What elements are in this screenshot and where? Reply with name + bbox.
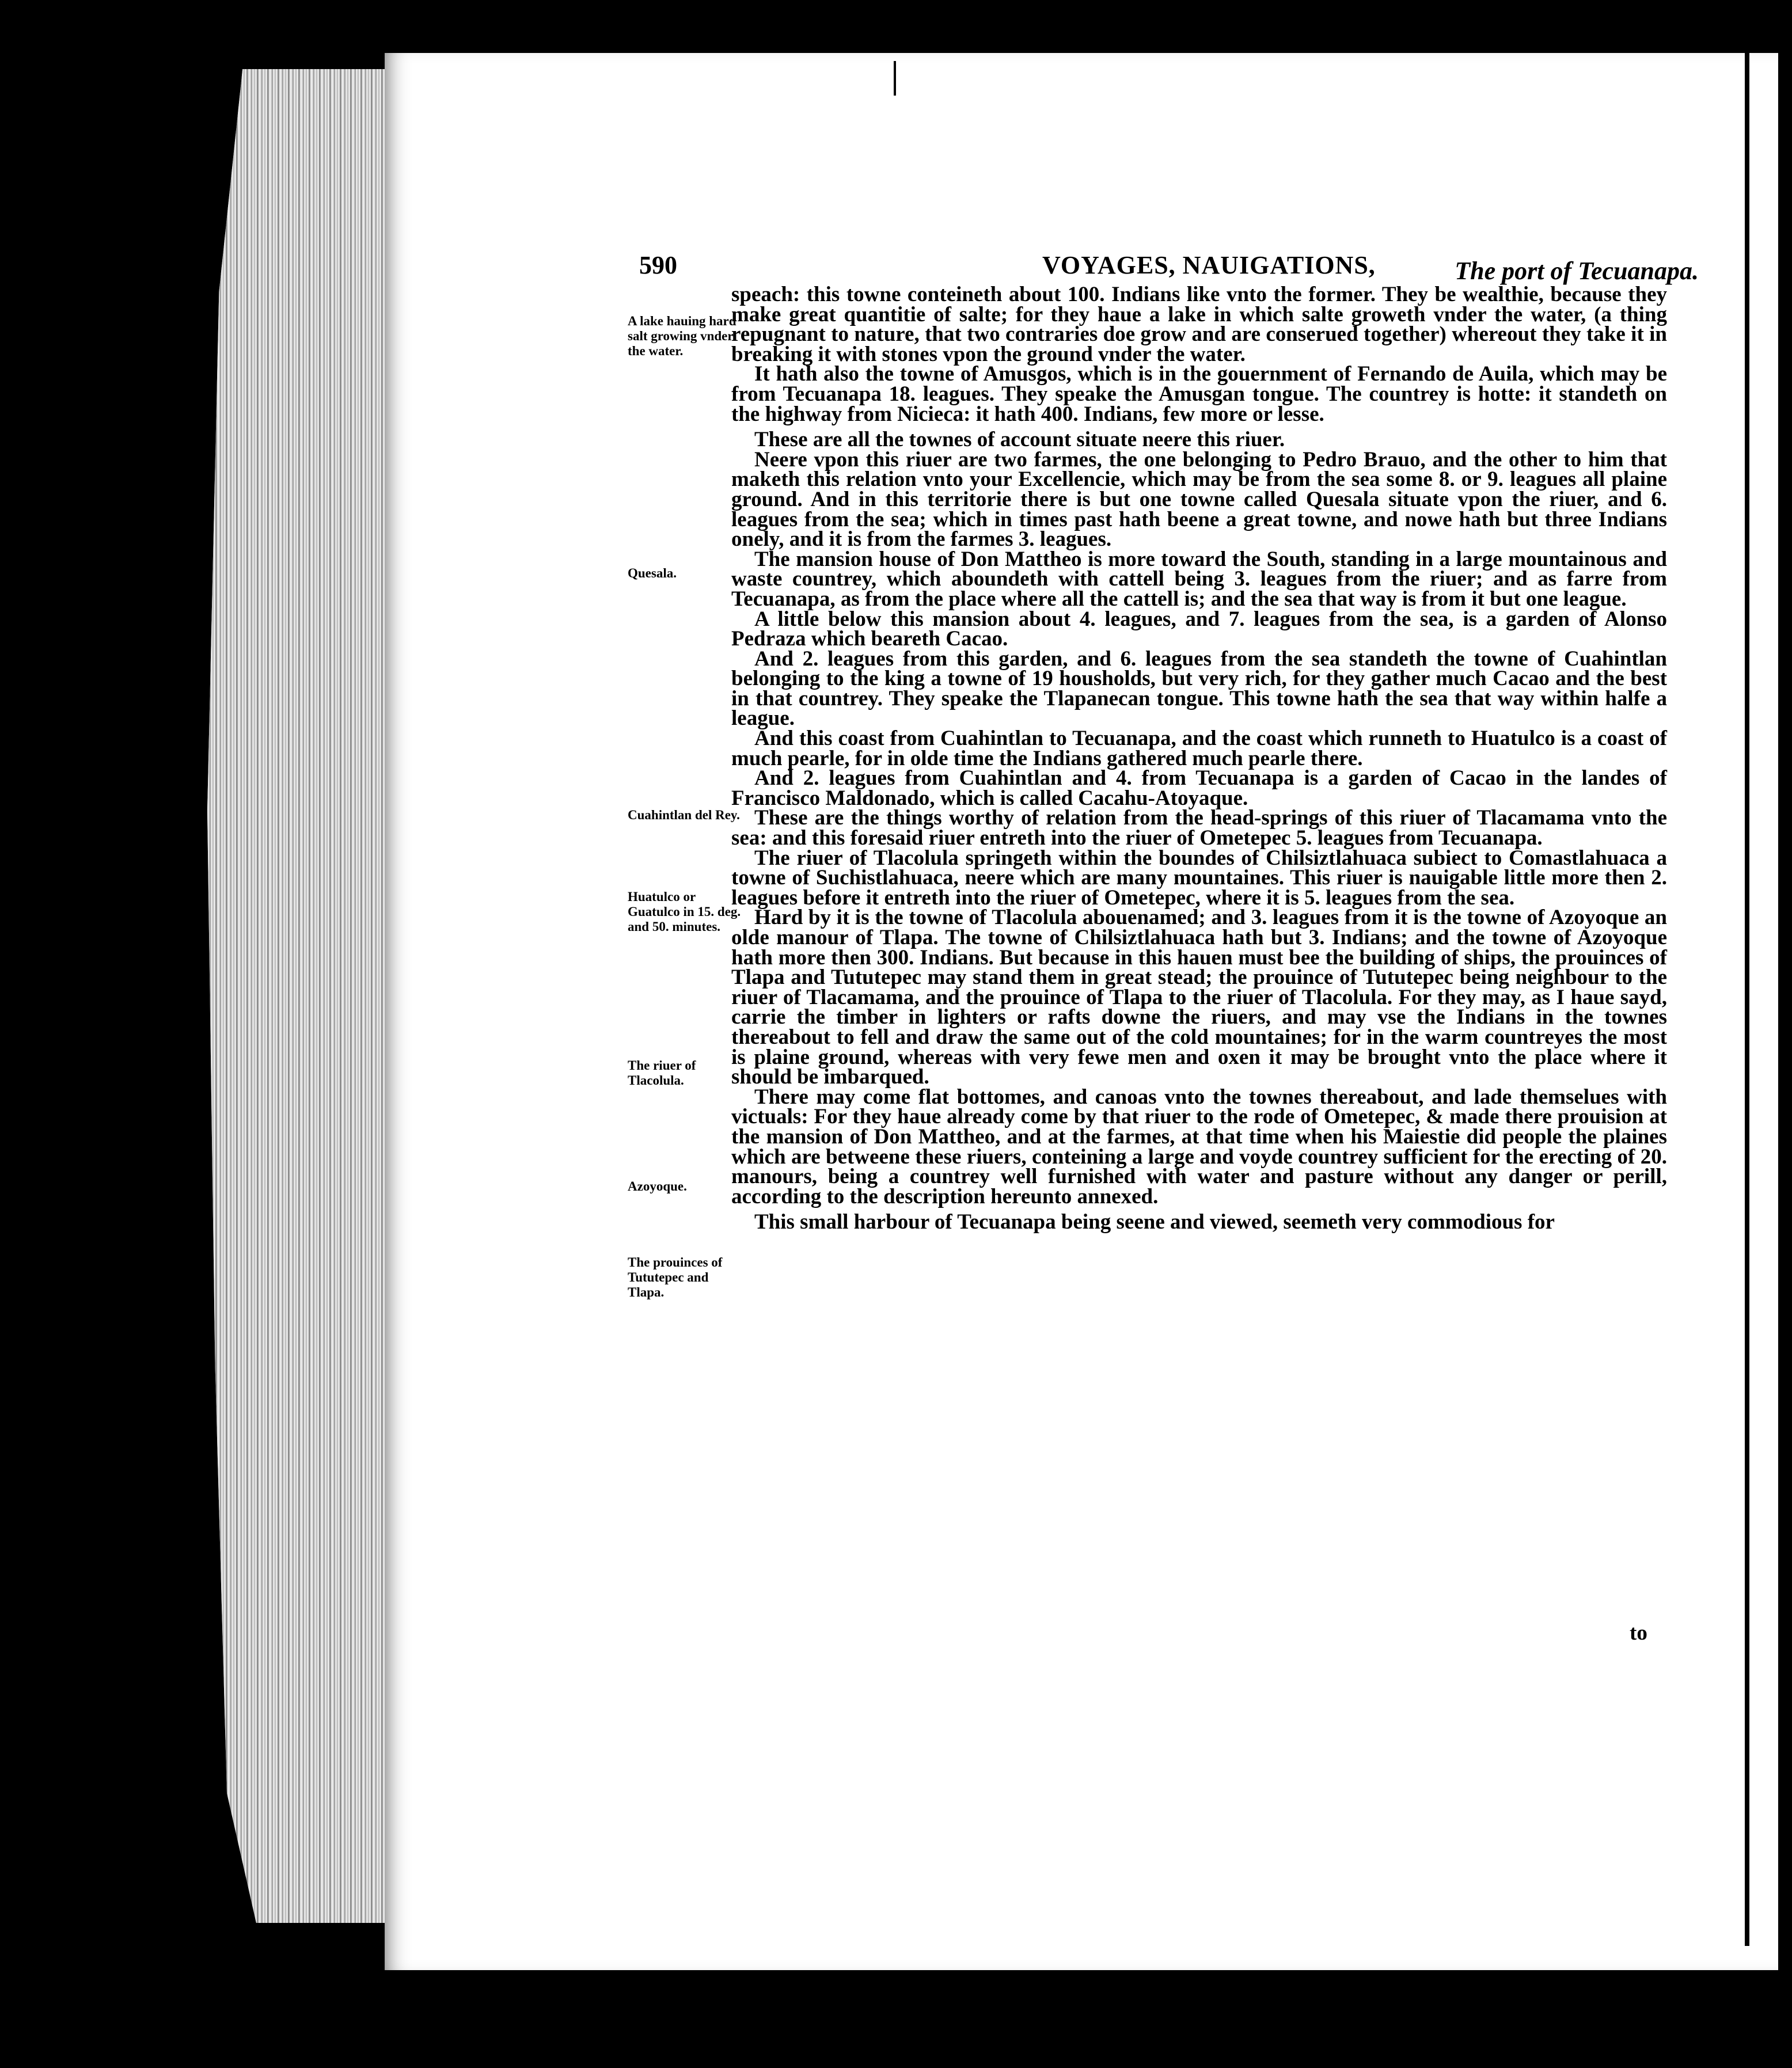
paragraph: It hath also the towne of Amusgos, which is in the gouernment of Fernando de Auila, which may be from Tecuanapa 18. leagues. They speake the Amusgan tongue. The countrey is hotte: it standeth on the highway from Nicieca: it hath 400. Indians, few more or lesse. [731, 362, 1667, 426]
page-number: 590 [639, 251, 677, 279]
paragraph: These are the things worthy of relation from the head-springs of this riuer of Tlacamama vnto the sea: and this foresaid riuer entreth into the riuer of Ometepec 5. leagues from Tecuanapa. [731, 806, 1667, 850]
page-mark [894, 61, 896, 96]
margin-note-tlacolula: The riuer of Tlacolula. [628, 1058, 696, 1088]
margin-note-lake: A lake hauing hard salt growing vnder the water. [628, 314, 736, 358]
margin-note-azoyoque: Azoyoque. [628, 1179, 687, 1193]
margin-note-prouinces: The prouinces of Tututepec and Tlapa. [628, 1255, 723, 1299]
body-text [731, 285, 1667, 1233]
running-head: VOYAGES, NAUIGATIONS, [1042, 251, 1376, 279]
margin-note-quesala: Quesala. [628, 566, 677, 580]
paragraph: Hard by it is the towne of Tlacolula abouenamed; and 3. leagues from it is the towne of Azoyoque an olde manour of Tlapa. The towne of Chilsiztlahuaca hath but 3. Indians; and the towne of Azoyoque hath more then 300. Indians. But because in this hauen must bee the building of ships, the prouinces of Tlapa and Tututepec may stand them in great stead; the prouince of Tututepec being neighbour to the riuer of Tlacamama, and the prouince of Tlapa to the riuer of Tlacolula. For they may, as I haue sayd, carrie the timber in lighters or rafts downe the riuers, and may vse the Indians in the townes thereabout to fell and draw the same out of the cold mountaines; for in the warm countreyes the most is plaine ground, whereas with very fewe men and oxen it may be brought vnto the place where it should be imbarqued. [731, 906, 1667, 1089]
paragraph: Neere vpon this riuer are two farmes, the one belonging to Pedro Brauo, and the other to him that maketh this relation vnto your Excellencie, which may be from the sea some 8. or 9. leagues all plaine ground. And in this territorie there is but one towne called Quesala situate vpon the riuer, and 6. leagues from the sea; which in times past hath beene a great towne, and nowe hath but three Indians onely, and it is from the farmes 3. leagues. [731, 447, 1667, 552]
paragraph: These are all the townes of account situate neere this riuer. [754, 428, 1285, 452]
paragraph: And 2. leagues from this garden, and 6. leagues from the sea standeth the towne of Cuahintlan belonging to the king a towne of 19 housholds, but very rich, for they gather much Cacao and the best in that countrey. They speake the Tlapanecan tongue. This towne hath the sea that way within halfe a league. [731, 647, 1667, 731]
paragraph: A little below this mansion about 4. leagues, and 7. leagues from the sea, is a garden of Alonso Pedraza which beareth Cacao. [731, 607, 1667, 651]
catchword: to [1630, 1621, 1647, 1645]
book-page-edges [207, 69, 403, 1923]
gutter-line [1745, 46, 1749, 1946]
section-title: The port of Tecuanapa. [1455, 257, 1699, 285]
paragraph: speach: this towne conteineth about 100. Indians like vnto the former. They be wealthie, because they make great quantitie of salte; for they haue a lake in which salte groweth vnder the water, (a thing repugnant to nature, that two contraries doe grow and are conserued together) whereout they take it in breaking it with stones vpon the ground vnder the water. [731, 283, 1667, 366]
paragraph: The mansion house of Don Mattheo is more toward the South, standing in a large mountainous and waste countrey, which aboundeth with cattell being 3. leagues from the riuer; and as farre from Tecuanapa, as from the place where all the cattell is; and the sea that way is from it but one league. [731, 547, 1667, 611]
paragraph: And this coast from Cuahintlan to Tecuanapa, and the coast which runneth to Huatulco is a coast of much pearle, for in olde time the Indians gathered much pearle there. [731, 727, 1667, 770]
paragraph: There may come flat bottomes, and canoas vnto the townes thereabout, and lade themselues with victuals: For they haue already come by that riuer to the rode of Ometepec, & made there prouision at the mansion of Don Mattheo, and at the farmes, at that time when his Maiestie did people the plaines which are betweene these riuers, conteining a large and voyde countrey sufficient for the erecting of 20. manours, being a countrey well furnished with water and pasture without any danger or perill, according to the description hereunto annexed. [731, 1085, 1667, 1208]
paragraph: This small harbour of Tecuanapa being seene and viewed, seemeth very commodious for [754, 1210, 1555, 1234]
margin-note-huatulco: Huatulco or Guatulco in 15. deg. and 50. minutes. [628, 889, 741, 934]
margin-note-cuahintlan: Cuahintlan del Rey. [628, 808, 740, 822]
paragraph: The riuer of Tlacolula springeth within the boundes of Chilsiztlahuaca subiect to Comastlahuaca a towne of Suchistlahuaca, neere which are many mountaines. This riuer is nauigable little more then 2. leagues before it entreth into the riuer of Ometepec, where it is 5. leagues from the sea. [731, 846, 1667, 910]
paragraph: And 2. leagues from Cuahintlan and 4. from Tecuanapa is a garden of Cacao in the landes of Francisco Maldonado, which is called Cacahu-Atoyaque. [731, 766, 1667, 810]
